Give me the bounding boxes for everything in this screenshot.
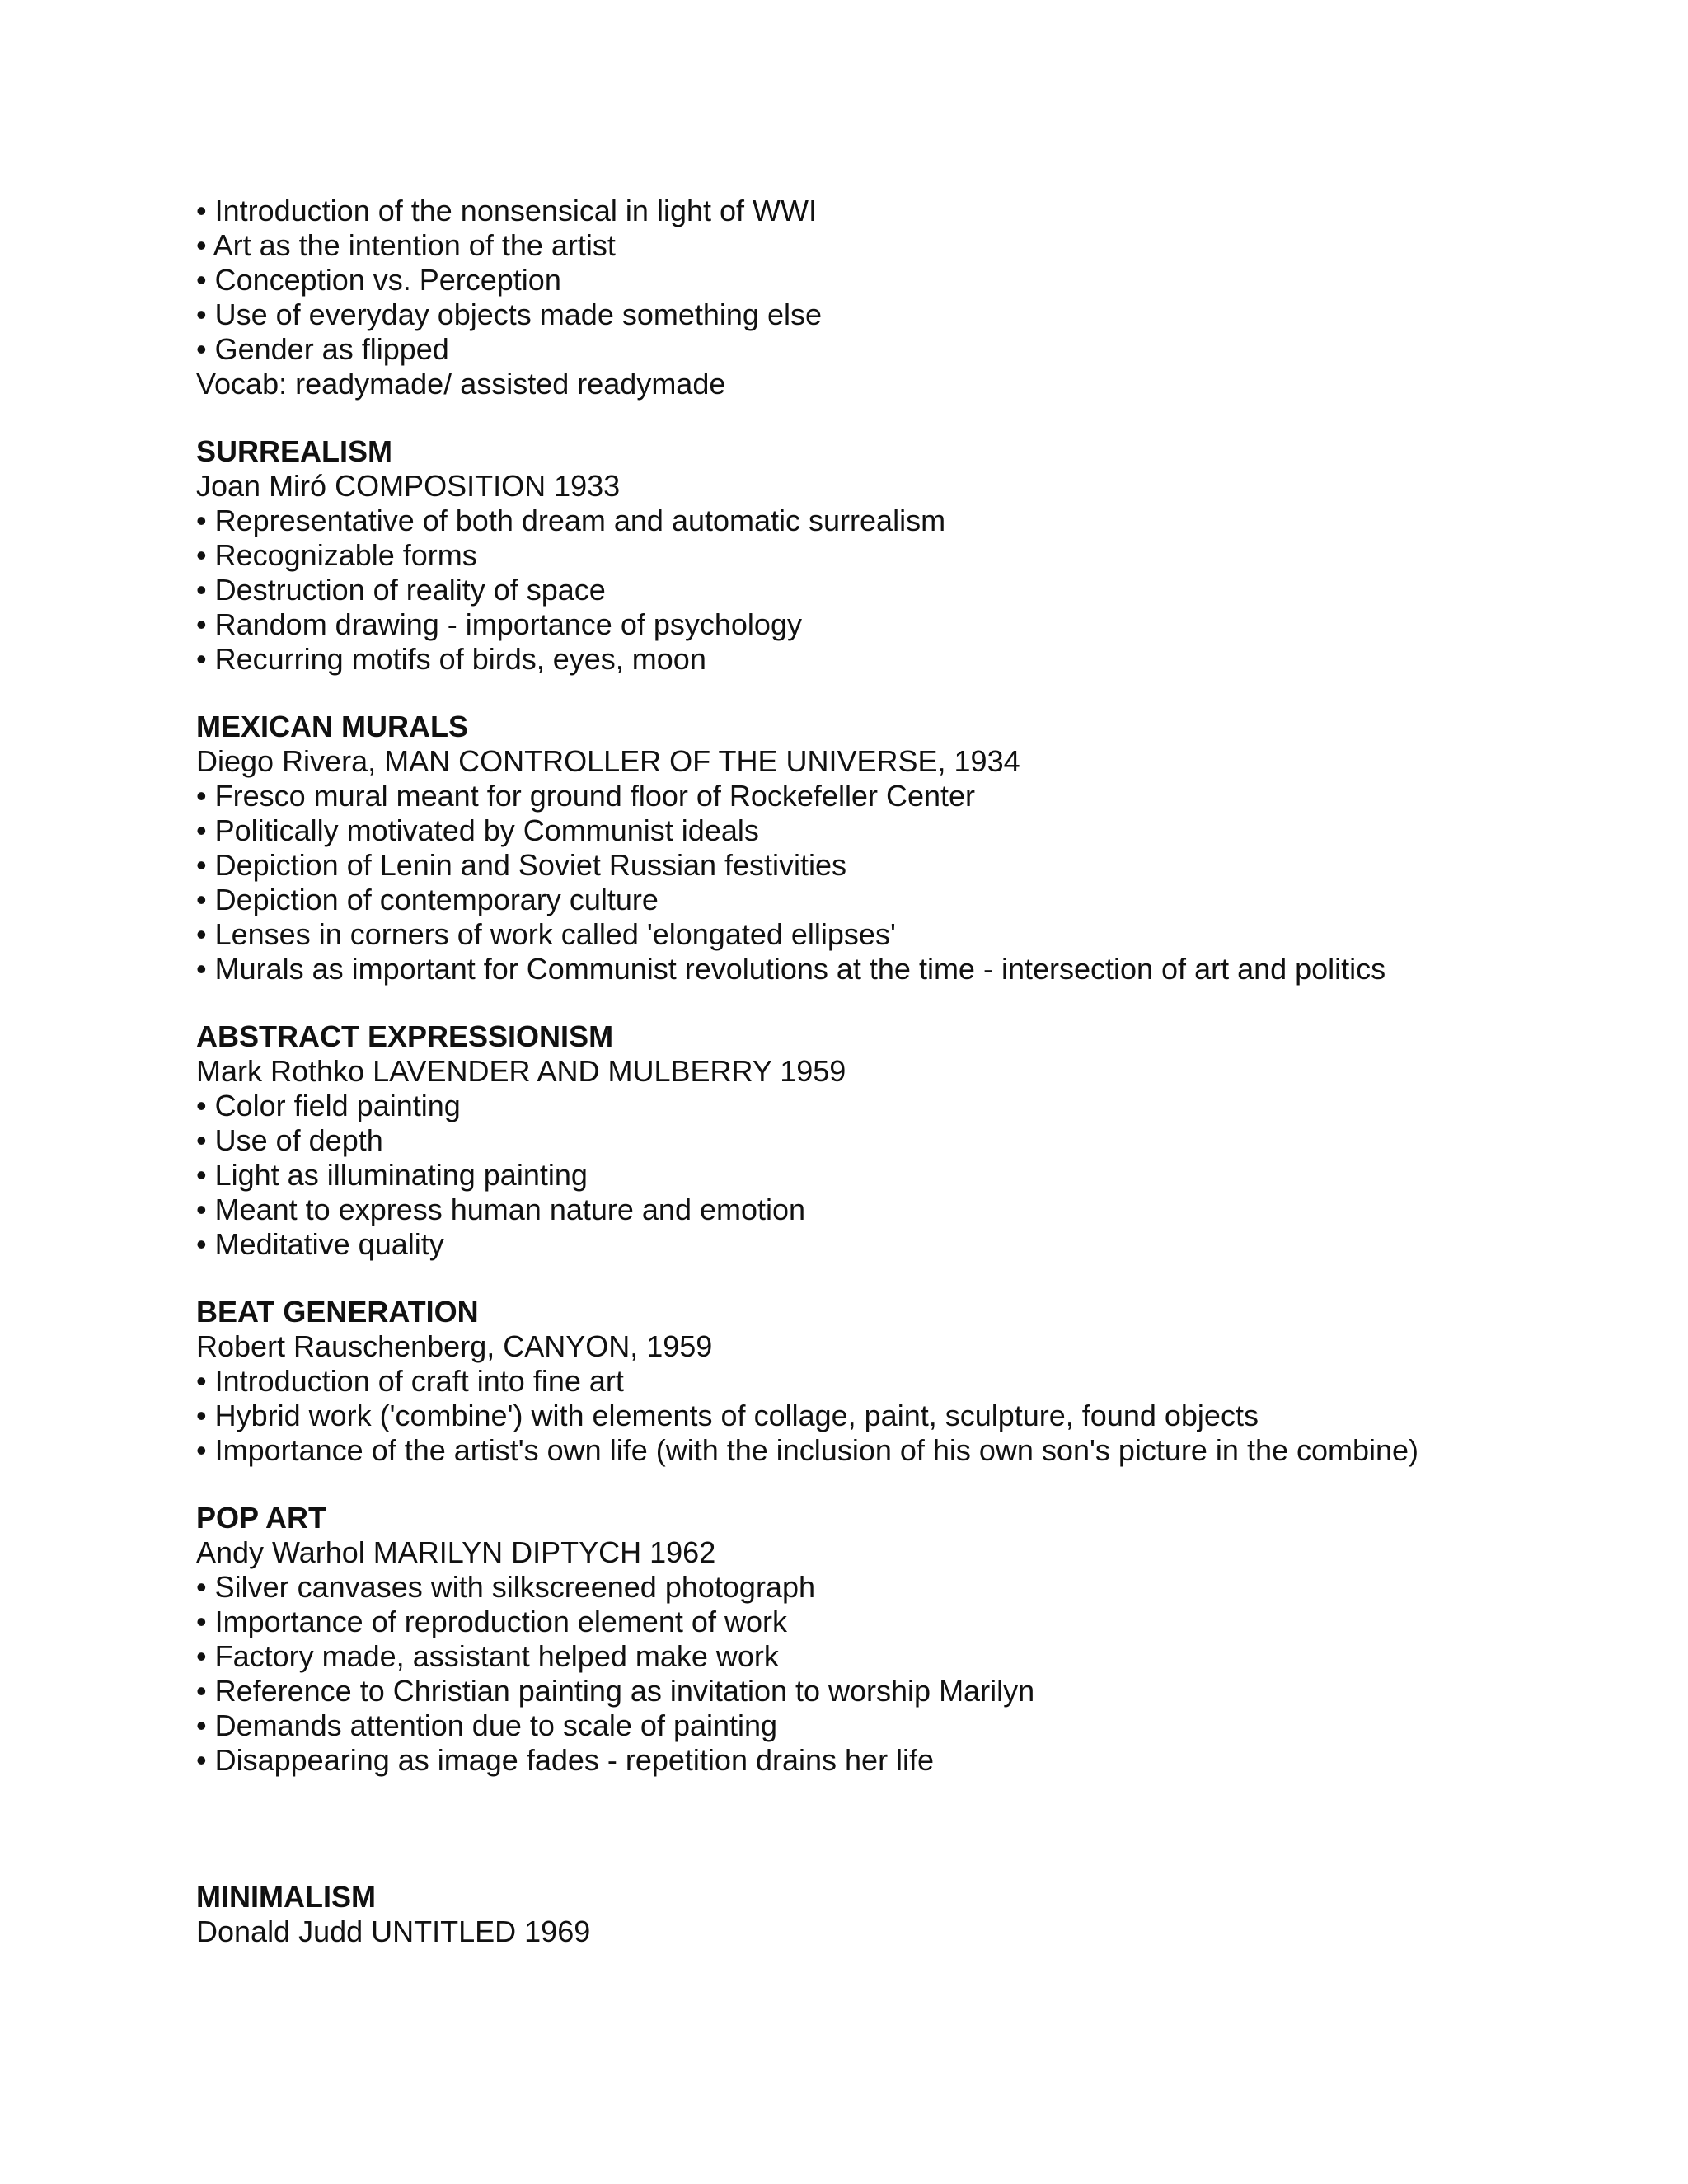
intro-bullet: • Introduction of the nonsensical in light of WWI (196, 194, 817, 227)
artwork-line: Joan Miró COMPOSITION 1933 (196, 469, 621, 503)
section-bullet: • Importance of the artist's own life (with the inclusion of his own son's picture in the combine) (196, 1433, 1419, 1467)
section-surrealism (196, 434, 1531, 677)
section-bullet: • Reference to Christian painting as invitation to worship Marilyn (196, 1674, 1035, 1708)
section-bullet: • Depiction of contemporary culture (196, 883, 659, 916)
artwork-line: Donald Judd UNTITLED 1969 (196, 1915, 591, 1948)
section-bullet: • Light as illuminating painting (196, 1158, 588, 1192)
section-bullet: • Disappearing as image fades - repetition drains her life (196, 1743, 935, 1777)
section-bullet: • Recurring motifs of birds, eyes, moon (196, 642, 706, 676)
section-minimalism (196, 1880, 1531, 1949)
vocab-line: Vocab: readymade/ assisted readymade (196, 367, 726, 401)
artwork-line: Mark Rothko LAVENDER AND MULBERRY 1959 (196, 1054, 846, 1088)
section-bullet: • Hybrid work ('combine') with elements of collage, paint, sculpture, found objects (196, 1399, 1259, 1432)
intro-bullet: • Gender as flipped (196, 332, 449, 366)
section-bullet: • Meant to express human nature and emotion (196, 1193, 806, 1226)
artwork-line: Andy Warhol MARILYN DIPTYCH 1962 (196, 1535, 716, 1569)
section-bullet: • Color field painting (196, 1089, 461, 1122)
section-heading: MINIMALISM (196, 1880, 376, 1914)
section-bullet: • Meditative quality (196, 1227, 444, 1261)
section-bullet: • Representative of both dream and automatic surrealism (196, 504, 946, 537)
artwork-line: Diego Rivera, MAN CONTROLLER OF THE UNIVERSE, 1934 (196, 744, 1020, 778)
section-bullet: • Destruction of reality of space (196, 573, 606, 607)
intro-bullet: • Art as the intention of the artist (196, 228, 616, 262)
section-bullet: • Introduction of craft into fine art (196, 1364, 624, 1398)
section-bullet: • Depiction of Lenin and Soviet Russian festivities (196, 848, 847, 882)
artwork-line: Robert Rauschenberg, CANYON, 1959 (196, 1329, 713, 1363)
section-bullet: • Factory made, assistant helped make work (196, 1639, 779, 1673)
section-bullet: • Random drawing - importance of psychology (196, 607, 802, 641)
section-heading: SURREALISM (196, 434, 393, 468)
section-heading: MEXICAN MURALS (196, 710, 468, 743)
section-abstract-expressionism (196, 1019, 1531, 1262)
section-bullet: • Lenses in corners of work called 'elongated ellipses' (196, 917, 896, 951)
section-heading: ABSTRACT EXPRESSIONISM (196, 1019, 614, 1053)
section-bullet: • Use of depth (196, 1123, 383, 1157)
section-bullet: • Murals as important for Communist revolutions at the time - intersection of art and politics (196, 952, 1386, 986)
intro-block (196, 194, 1531, 401)
section-heading: BEAT GENERATION (196, 1295, 479, 1329)
section-bullet: • Politically motivated by Communist ideals (196, 813, 759, 847)
document-body (196, 194, 1531, 1949)
section-bullet: • Recognizable forms (196, 538, 477, 572)
section-bullet: • Fresco mural meant for ground floor of Rockefeller Center (196, 779, 975, 813)
section-bullet: • Demands attention due to scale of painting (196, 1708, 778, 1742)
section-bullet: • Importance of reproduction element of work (196, 1605, 787, 1638)
intro-bullet: • Conception vs. Perception (196, 263, 561, 297)
section-pop-art (196, 1501, 1531, 1778)
section-heading: POP ART (196, 1501, 327, 1535)
intro-bullet: • Use of everyday objects made something else (196, 298, 822, 331)
section-bullet: • Silver canvases with silkscreened photograph (196, 1570, 815, 1604)
section-mexican-murals (196, 710, 1531, 987)
section-beat-generation (196, 1295, 1531, 1468)
